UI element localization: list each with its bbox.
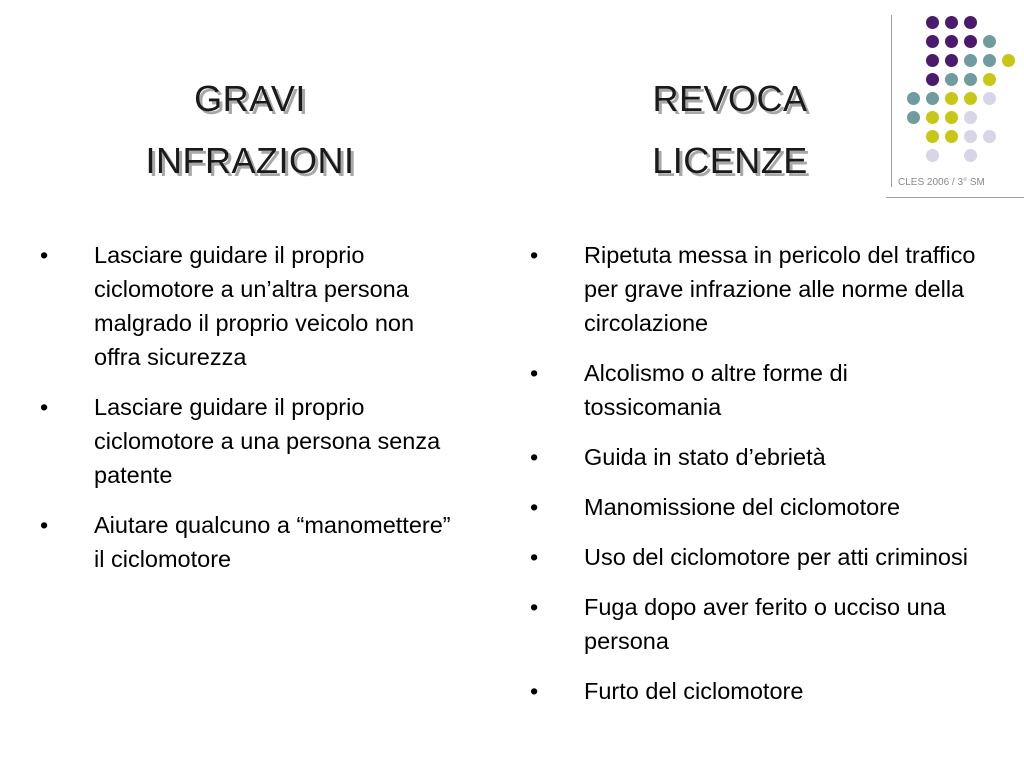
bullet: • [530, 678, 539, 704]
decorative-dot [964, 92, 977, 105]
right-title-line-2: LICENZE [652, 140, 808, 181]
list-item-text: Ripetuta messa in pericolo del traffico per grave infrazione alle norme della circolazione [584, 242, 976, 336]
left-title [100, 68, 400, 192]
list-item [40, 238, 460, 374]
list-item-text: Fuga dopo aver ferito o ucciso una persona [584, 594, 946, 654]
decorative-dot [945, 73, 958, 86]
decorative-dot [945, 92, 958, 105]
list-item-text: Guida in stato d’ebrietà [584, 444, 826, 470]
bullet: • [40, 512, 49, 538]
list-item [530, 674, 980, 708]
list-item-text: Manomissione del ciclomotore [584, 494, 901, 520]
decorative-dot [945, 54, 958, 67]
list-item [530, 490, 980, 524]
right-title [600, 68, 860, 192]
decorative-dot [926, 73, 939, 86]
left-title-line-1: GRAVI [194, 78, 306, 119]
decorative-dot [983, 130, 996, 143]
list-item [530, 356, 980, 424]
bullet: • [40, 242, 49, 268]
decorative-dot [926, 16, 939, 29]
bullet: • [40, 394, 49, 420]
left-bullet-list [40, 238, 460, 592]
bullet: • [530, 444, 539, 470]
left-title-line-2: INFRAZIONI [145, 140, 355, 181]
decorative-dot [964, 54, 977, 67]
list-item-text: Furto del ciclomotore [584, 678, 804, 704]
decorative-dot [945, 130, 958, 143]
list-item-text: Alcolismo o altre forme di tossicomania [584, 360, 848, 420]
list-item [530, 440, 980, 474]
decorative-dot [964, 16, 977, 29]
decorative-dot [945, 111, 958, 124]
list-item [530, 590, 980, 658]
bullet: • [530, 360, 539, 386]
decorative-dot [945, 16, 958, 29]
list-item-text: Lasciare guidare il proprio ciclomotore a una persona senza patente [94, 394, 441, 488]
decorative-dot [945, 35, 958, 48]
decorative-dot [907, 92, 920, 105]
decorative-dot [1002, 54, 1015, 67]
right-title-line-1: REVOCA [652, 78, 808, 119]
decorative-dot [926, 54, 939, 67]
right-bullet-list [530, 238, 980, 724]
bullet: • [530, 594, 539, 620]
list-item-text: Lasciare guidare il proprio ciclomotore a un’altra persona malgrado il proprio veicolo non offra sicurezza [94, 242, 415, 370]
decorative-dot [964, 111, 977, 124]
bullet: • [530, 494, 539, 520]
decorative-dot [926, 130, 939, 143]
decorative-dot [907, 111, 920, 124]
decorative-horizontal-rule [886, 197, 1024, 198]
decorative-dot [964, 35, 977, 48]
decorative-dot [983, 92, 996, 105]
decorative-vertical-rule [891, 15, 892, 187]
list-item [40, 390, 460, 492]
decorative-dot [964, 130, 977, 143]
decorative-dot [926, 35, 939, 48]
decorative-dot [964, 73, 977, 86]
decorative-dot [926, 149, 939, 162]
list-item-text: Uso del ciclomotore per atti criminosi [584, 544, 968, 570]
list-item-text: Aiutare qualcuno a “manomettere” il ciclomotore [94, 512, 451, 572]
decorative-dot [926, 92, 939, 105]
list-item [40, 508, 460, 576]
decorative-dot-pattern [907, 16, 1007, 166]
bullet: • [530, 544, 539, 570]
decorative-dot [983, 35, 996, 48]
decorative-dot [926, 111, 939, 124]
list-item [530, 540, 980, 574]
decorative-dot [964, 149, 977, 162]
bullet: • [530, 242, 539, 268]
decorative-dot [983, 54, 996, 67]
footer-text: CLES 2006 / 3° SM [898, 177, 985, 188]
list-item [530, 238, 980, 340]
decorative-dot [983, 73, 996, 86]
